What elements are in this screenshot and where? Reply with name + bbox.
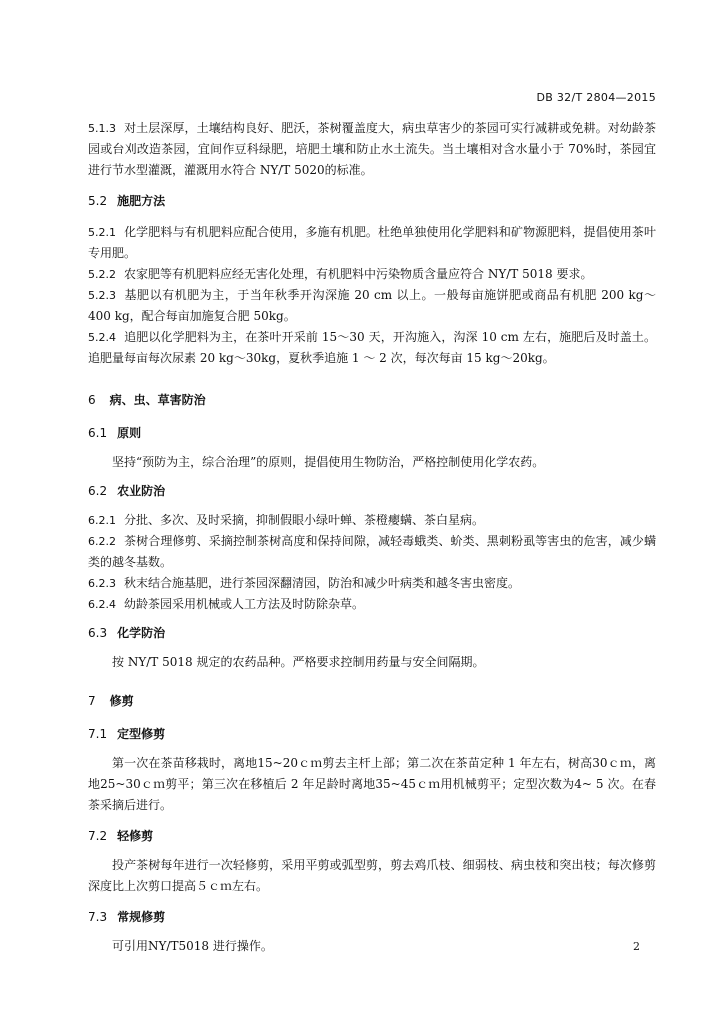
heading-title: 农业防治 bbox=[117, 484, 166, 498]
heading-number: 6.3 bbox=[88, 626, 108, 640]
clause-text: 幼龄茶园采用机械或人工方法及时防除杂草。 bbox=[124, 597, 365, 611]
page-number: 2 bbox=[633, 940, 640, 953]
heading-number: 7 bbox=[88, 694, 96, 708]
clause-6-2-2 bbox=[88, 531, 656, 573]
heading-title: 修剪 bbox=[109, 694, 134, 708]
clause-text: 农家肥等有机肥料应经无害化处理，有机肥料中污染物质含量应符合 NY/T 5018 要求。 bbox=[124, 267, 593, 281]
heading-7-1 bbox=[88, 724, 656, 745]
heading-title: 病、虫、草害防治 bbox=[109, 393, 206, 407]
clause-number: 5.2.1 bbox=[88, 226, 116, 239]
heading-title: 化学防治 bbox=[117, 626, 166, 640]
clause-text: 化学肥料与有机肥料应配合使用，多施有机肥。杜绝单独使用化学肥料和矿物源肥料，提倡使用茶叶专用肥。 bbox=[88, 225, 656, 260]
clause-number: 6.2.2 bbox=[88, 535, 116, 548]
heading-number: 5.2 bbox=[88, 194, 108, 208]
heading-number: 6 bbox=[88, 393, 96, 407]
heading-number: 7.2 bbox=[88, 829, 108, 843]
clause-5-2-2 bbox=[88, 264, 656, 285]
heading-number: 7.1 bbox=[88, 727, 108, 741]
standard-number: DB 32/T 2804—2015 bbox=[536, 91, 656, 104]
heading-number: 6.1 bbox=[88, 426, 108, 440]
clause-text: 分批、多次、及时采摘，抑制假眼小绿叶蝉、茶橙瘿螨、茶白星病。 bbox=[124, 513, 485, 527]
clause-number: 5.2.3 bbox=[88, 289, 116, 302]
heading-6 bbox=[88, 390, 656, 411]
clause-5-2-4 bbox=[88, 327, 656, 369]
heading-title: 轻修剪 bbox=[117, 829, 154, 843]
document-body bbox=[88, 118, 656, 957]
clause-number: 5.2.4 bbox=[88, 331, 116, 344]
heading-title: 常规修剪 bbox=[117, 910, 166, 924]
heading-7-2 bbox=[88, 826, 656, 847]
clause-5-2-1 bbox=[88, 222, 656, 264]
clause-text: 茶树合理修剪、采摘控制茶树高度和保持间隙，减轻毒蛾类、蚧类、黑刺粉虱等害虫的危害，减少螨类的越冬基数。 bbox=[88, 534, 656, 569]
heading-6-1 bbox=[88, 423, 656, 444]
clause-text: 基肥以有机肥为主，于当年秋季开沟深施 20 cm 以上。一般每亩施饼肥或商品有机肥 200 kg～400 kg，配合每亩加施复合肥 50kg。 bbox=[88, 288, 656, 323]
heading-number: 7.3 bbox=[88, 910, 108, 924]
clause-text: 对土层深厚，土壤结构良好、肥沃，茶树覆盖度大，病虫草害少的茶园可实行减耕或免耕。对幼龄茶园或台刈改造茶园，宜间作豆科绿肥，培肥土壤和防止水土流失。当土壤相对含水量小于 70%时，茶园宜进行节水型灌溉，灌溉用水符合 NY/T 5020的标准。 bbox=[88, 121, 656, 177]
heading-5-2 bbox=[88, 191, 656, 212]
paragraph-7-3: 可引用NY/T5018 进行操作。 bbox=[112, 939, 273, 953]
paragraph-6-1: 坚持“预防为主，综合治理”的原则，提倡使用生物防治，严格控制使用化学农药。 bbox=[112, 455, 545, 469]
heading-title: 施肥方法 bbox=[117, 194, 166, 208]
clause-number: 5.2.2 bbox=[88, 268, 116, 281]
clause-5-1-3 bbox=[88, 118, 656, 181]
paragraph-7-2: 投产茶树每年进行一次轻修剪，采用平剪或弧型剪，剪去鸡爪枝、细弱枝、病虫枝和突出枝；每次修剪深度比上次剪口提高５ｃｍ左右。 bbox=[88, 858, 656, 893]
heading-number: 6.2 bbox=[88, 484, 108, 498]
paragraph-7-1: 第一次在茶苗移栽时，离地15~20ｃｍ剪去主杆上部；第二次在茶苗定种 1 年左右，树高30ｃｍ，离地25~30ｃｍ剪平；第三次在移植后 2 年足龄时离地35~45ｃｍ用机械剪平；定型次数为4~ 5 次。在春茶采摘后进行。 bbox=[88, 756, 656, 812]
clause-6-2-4 bbox=[88, 594, 656, 615]
heading-title: 原则 bbox=[117, 426, 142, 440]
heading-7 bbox=[88, 691, 656, 712]
heading-title: 定型修剪 bbox=[117, 727, 166, 741]
clause-5-2-3 bbox=[88, 285, 656, 327]
clause-text: 秋末结合施基肥，进行茶园深翻清园，防治和减少叶病类和越冬害虫密度。 bbox=[124, 576, 521, 590]
clause-number: 6.2.1 bbox=[88, 514, 116, 527]
paragraph-6-3: 按 NY/T 5018 规定的农药品种。严格要求控制用药量与安全间隔期。 bbox=[112, 655, 485, 669]
clause-number: 6.2.3 bbox=[88, 577, 116, 590]
clause-number: 5.1.3 bbox=[88, 122, 116, 135]
clause-6-2-1 bbox=[88, 510, 656, 531]
heading-6-2 bbox=[88, 481, 656, 502]
clause-6-2-3 bbox=[88, 573, 656, 594]
clause-text: 追肥以化学肥料为主，在茶叶开采前 15～30 天，开沟施入，沟深 10 cm 左右，施肥后及时盖土。追肥量每亩每次尿素 20 kg～30kg，夏秋季追施 1 ～ 2 次，每次每亩 15 kg～20kg。 bbox=[88, 330, 656, 365]
heading-7-3 bbox=[88, 907, 656, 928]
heading-6-3 bbox=[88, 623, 656, 644]
clause-number: 6.2.4 bbox=[88, 598, 116, 611]
